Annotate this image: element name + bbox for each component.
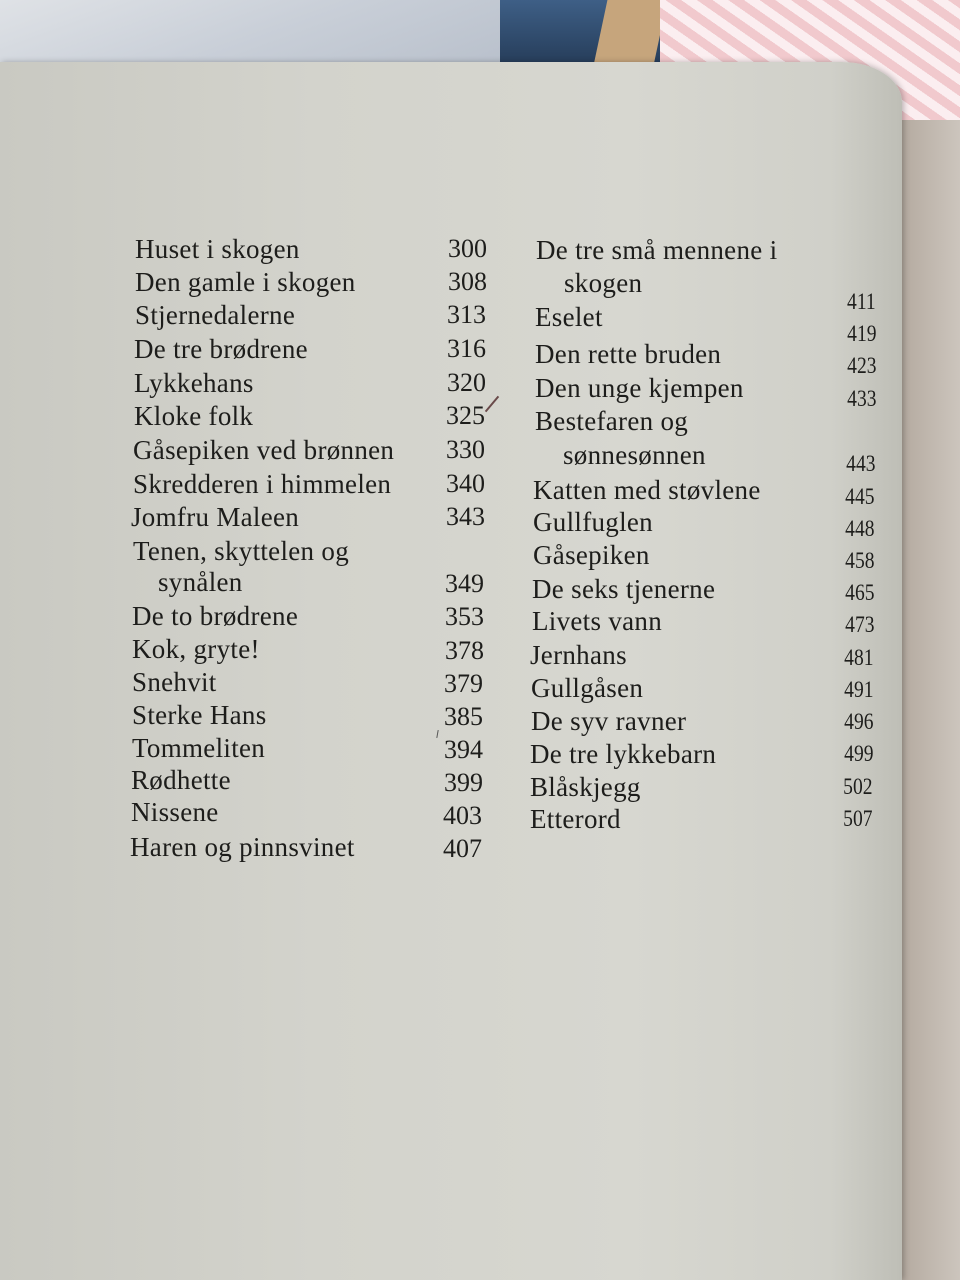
toc-right-page-15: 507	[842, 806, 872, 831]
toc-left-title-13: Sterke Hans	[132, 700, 267, 730]
toc-right-page-9: 473	[844, 612, 874, 637]
toc-left-page-8: 343	[446, 502, 485, 531]
toc-right-page-5: 445	[844, 484, 874, 509]
toc-right-page-12: 496	[843, 709, 873, 734]
toc-right-title-11: Gullgåsen	[531, 673, 644, 703]
toc-left-page-11: 378	[445, 636, 484, 665]
toc-right-title-6: Gullfuglen	[533, 507, 653, 537]
toc-left-title-4: Lykkehans	[134, 368, 254, 398]
toc-right-page-11: 491	[843, 677, 873, 702]
toc-left-title-9: Tenen, skyttelen og	[133, 536, 350, 566]
toc-left-page-15: 399	[444, 768, 483, 797]
toc-right-page-3: 433	[846, 386, 876, 411]
toc-left-title-3: De tre brødrene	[134, 334, 308, 364]
toc-right-title-2: Den rette bruden	[535, 339, 722, 369]
toc-left-page-6: 330	[446, 435, 485, 464]
toc-left-page-3: 316	[447, 334, 486, 363]
toc-right-page-0: 411	[847, 289, 876, 314]
toc-right-page-7: 458	[844, 548, 874, 573]
toc-right-page-1: 419	[846, 321, 876, 346]
toc-left-page-9: 349	[445, 569, 484, 598]
toc-left-page-16: 403	[443, 801, 482, 830]
toc-left-title-7: Skredderen i himmelen	[133, 469, 392, 499]
toc-left-title-2: Stjernedalerne	[135, 300, 296, 330]
toc-left-page-4: 320	[447, 368, 486, 397]
toc-left-title-0: Huset i skogen	[135, 234, 300, 264]
toc-left-title-1: Den gamle i skogen	[135, 267, 356, 297]
toc-left-page-10: 353	[445, 602, 484, 631]
toc-left-page-14: 394	[444, 735, 483, 764]
toc-right-title-9: Livets vann	[532, 606, 663, 636]
toc-right-page-13: 499	[843, 741, 873, 766]
toc-left-title-9-cont: synålen	[158, 567, 243, 597]
toc-left-page-2: 313	[447, 300, 486, 329]
toc-right-page-8: 465	[844, 580, 874, 605]
toc-left-title-8: Jomfru Maleen	[131, 502, 300, 532]
toc-left-title-10: De to brødrene	[132, 601, 299, 631]
toc-right-page-2: 423	[846, 353, 876, 378]
toc-right-title-15: Etterord	[530, 804, 621, 834]
toc-right-title-5: Katten med støvlene	[533, 475, 761, 505]
toc-right-page-10: 481	[843, 645, 873, 670]
toc-right-title-13: De tre lykkebarn	[530, 739, 717, 769]
toc-left-page-5: 325	[446, 401, 485, 430]
toc-right-title-0: De tre små mennene i	[536, 235, 778, 265]
toc-right-title-4-cont: sønnesønnen	[563, 440, 706, 470]
toc-right-page-14: 502	[842, 774, 872, 799]
toc-right-title-3: Den unge kjempen	[535, 373, 744, 403]
toc-left-title-16: Nissene	[131, 797, 219, 827]
toc-right-title-8: De seks tjenerne	[532, 574, 716, 604]
toc-left-title-12: Snehvit	[132, 667, 217, 697]
toc-right-page-4: 443	[845, 451, 875, 476]
toc-right-title-0-cont: skogen	[564, 268, 643, 298]
toc-right-page-6: 448	[844, 516, 874, 541]
toc-left-page-0: 300	[448, 234, 487, 263]
toc-left-page-12: 379	[444, 669, 483, 698]
toc-left-title-14: Tommeliten	[132, 733, 266, 763]
toc-right-title-14: Blåskjegg	[530, 772, 641, 802]
toc-left-title-17: Haren og pinnsvinet	[130, 832, 355, 862]
toc-right-title-4: Bestefaren og	[535, 406, 689, 436]
toc-left-title-11: Kok, gryte!	[132, 634, 260, 664]
toc-right-title-10: Jernhans	[530, 640, 627, 670]
toc-left-page-1: 308	[448, 267, 487, 296]
toc-right-title-7: Gåsepiken	[533, 540, 650, 570]
toc-right-title-12: De syv ravner	[531, 706, 687, 736]
toc-left-title-6: Gåsepiken ved brønnen	[133, 435, 395, 465]
toc-right-title-1: Eselet	[535, 302, 603, 332]
toc-left-page-7: 340	[446, 469, 485, 498]
toc-left-title-5: Kloke folk	[134, 401, 254, 431]
toc-left-page-17: 407	[443, 834, 482, 863]
toc-left-page-13: 385	[444, 702, 483, 731]
toc-left-title-15: Rødhette	[131, 765, 231, 795]
